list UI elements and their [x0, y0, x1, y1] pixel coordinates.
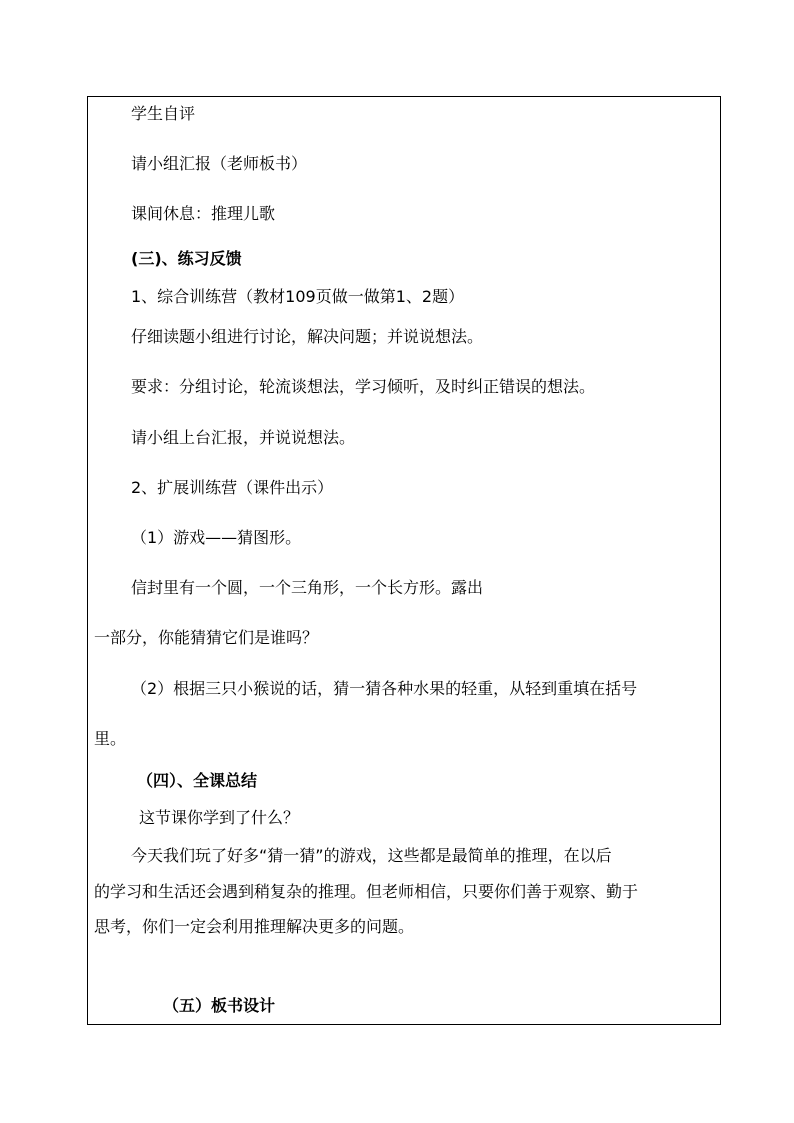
- line-envelope-cont: 一部分，你能猜猜它们是谁吗？: [94, 628, 319, 647]
- section-heading-board-design: （五）板书设计: [163, 996, 276, 1015]
- line-summary-1: 今天我们玩了好多“猜一猜”的游戏，这些都是最简单的推理，在以后: [131, 846, 612, 865]
- line-monkeys-cont: 里。: [94, 729, 127, 748]
- line-group-report: 请小组汇报（老师板书）: [131, 154, 308, 173]
- line-self-evaluation: 学生自评: [131, 104, 196, 123]
- line-summary-3: 思考，你们一定会利用推理解决更多的问题。: [94, 917, 415, 936]
- line-break-time: 课间休息：推理儿歌: [131, 204, 276, 223]
- line-game-guess-shapes: （1）游戏——猜图形。: [131, 528, 302, 547]
- line-what-learned: 这节课你学到了什么？: [139, 808, 300, 827]
- line-envelope: 信封里有一个圆，一个三角形，一个长方形。露出: [131, 578, 484, 597]
- line-read-discuss: 仔细读题小组进行讨论，解决问题；并说说想法。: [131, 327, 484, 346]
- line-group-present: 请小组上台汇报，并说说想法。: [131, 428, 356, 447]
- line-summary-2: 的学习和生活还会遇到稍复杂的推理。但老师相信，只要你们善于观察、勤于: [94, 882, 639, 901]
- section-heading-summary: （四）、全课总结: [137, 771, 258, 790]
- line-comprehensive-training: 1、综合训练营（教材109页做一做第1、2题）: [131, 287, 465, 306]
- line-requirements: 要求：分组讨论，轮流谈想法，学习倾听，及时纠正错误的想法。: [131, 377, 596, 396]
- section-heading-practice: (三)、练习反馈: [131, 249, 242, 268]
- line-monkeys: （2）根据三只小猴说的话，猜一猜各种水果的轻重，从轻到重填在括号: [131, 679, 638, 698]
- line-extended-training: 2、扩展训练营（课件出示）: [131, 478, 334, 497]
